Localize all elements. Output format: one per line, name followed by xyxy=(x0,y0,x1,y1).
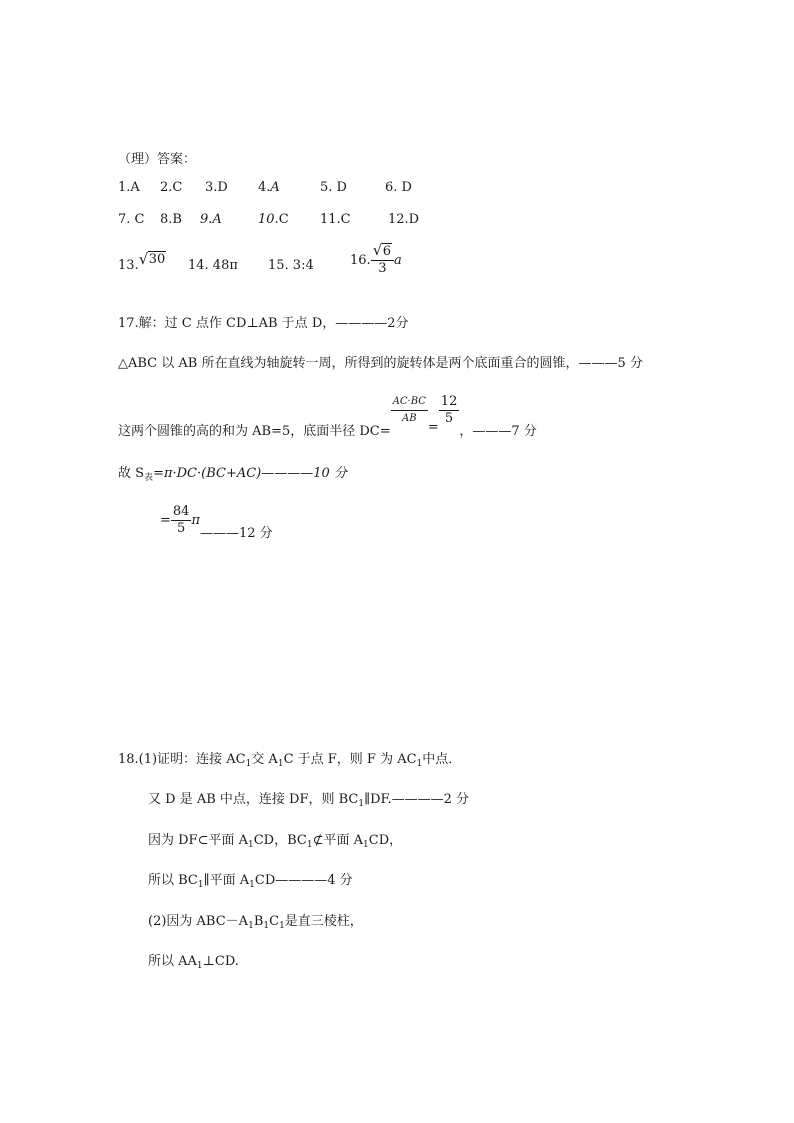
answer-12: 12.D xyxy=(388,212,420,227)
q17-line-5: = $\frac{84}{5}$ π———12 分 xyxy=(160,504,273,541)
answer-8: 8.B xyxy=(160,212,182,227)
q17-line-3: 这两个圆锥的高的和为 AB=5，底面半径 DC= $\frac{AC\cdot BC}{AB}$ = $\frac{12}{5}$ ，———7 分 xyxy=(118,394,537,439)
answer-16: 16. √ 6 3 a xyxy=(350,241,402,276)
q18-line-5: (2)因为 $ABC-A_1B_1C_1$是直三棱柱， xyxy=(148,914,363,931)
q18-line-2: 又 D 是 AB 中点，连接 DF，则 $BC_1\parallel DF.————2$ 分 xyxy=(148,792,470,809)
answer-13: 13. √ 30 xyxy=(118,250,166,273)
answer-7: 7. C xyxy=(118,212,145,227)
answer-10: 10.C xyxy=(258,212,289,227)
q18-line-6: 所以 $AA_1\perp CD$. xyxy=(148,954,239,971)
answer-4: 4.A xyxy=(258,180,280,195)
answer-14: 14. 48π xyxy=(188,258,238,273)
answer-15: 15. 3:4 xyxy=(268,258,314,273)
q18-line-1: 18.(1)证明：连接 $AC_1$交 $A_1C$ 于点 F，则 F 为 $AC_1$中点． xyxy=(118,752,462,769)
answer-2: 2.C xyxy=(160,180,183,195)
q17-line-4: 故 $S_表=\pi\cdot DC\cdot(BC+AC)————10$ 分 xyxy=(118,466,347,483)
answer-header: （理）答案： xyxy=(118,152,197,167)
q17-line-1: 17.解：过 C 点作 CD⊥AB 于点 D，————2分 xyxy=(118,316,409,331)
answer-3: 3.D xyxy=(205,180,228,195)
answer-1: 1.A xyxy=(118,180,140,195)
q17-line-2: △ABC 以 AB 所在直线为轴旋转一周，所得到的旋转体是两个底面重合的圆锥，———5 分 xyxy=(118,356,643,371)
q18-line-4: 所以 $BC_1\parallel$平面 $A_1CD————4$ 分 xyxy=(148,873,353,890)
q18-line-3: 因为 DF⊂平面 $A_1CD$，$BC_1⊄$平面 $A_1CD$， xyxy=(148,833,403,850)
answer-9: 9.A xyxy=(200,212,222,227)
answer-5: 5. D xyxy=(320,180,347,195)
answer-11: 11.C xyxy=(320,212,351,227)
answer-6: 6. D xyxy=(385,180,412,195)
